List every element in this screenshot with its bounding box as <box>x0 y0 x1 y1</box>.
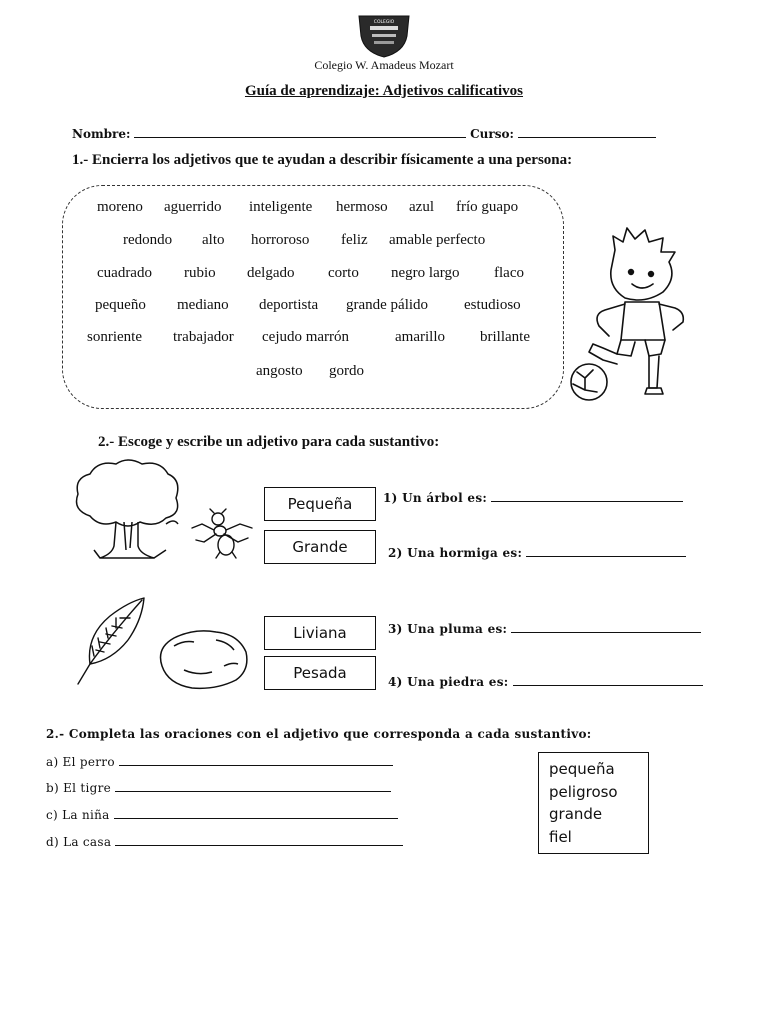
adjective-option-box[interactable]: Pesada <box>264 656 376 690</box>
word-item[interactable]: sonriente <box>87 329 142 345</box>
sentence-label: b) El tigre <box>46 781 112 795</box>
sentence-row <box>46 779 391 797</box>
adjective-option-box[interactable]: Liviana <box>264 616 376 650</box>
word-item[interactable]: inteligente <box>249 199 313 215</box>
word-item[interactable]: deportista <box>259 297 319 313</box>
option-item: fiel <box>549 827 572 846</box>
question-label: 1) Un árbol es: <box>383 491 488 505</box>
word-item[interactable]: flaco <box>494 265 524 281</box>
logo-text: COLEGIO <box>373 20 395 25</box>
word-item[interactable]: grande pálido <box>346 297 429 313</box>
word-item[interactable]: azul <box>409 199 434 215</box>
word-item[interactable]: corto <box>328 265 359 281</box>
sentence-row <box>46 833 403 851</box>
word-item[interactable]: alto <box>202 232 225 248</box>
word-item[interactable]: trabajador <box>173 329 234 345</box>
section3-heading: 2.- Completa las oraciones con el adjetivo que corresponda a cada sustantivo: <box>46 727 592 741</box>
word-item[interactable]: moreno <box>97 199 143 215</box>
option-item: pequeña <box>549 760 615 778</box>
section1-heading: 1.- Encierra los adjetivos que te ayudan a describir físicamente a una persona: <box>72 152 573 168</box>
school-logo <box>356 12 412 58</box>
question-row <box>383 489 683 507</box>
question-row <box>388 673 703 691</box>
sentence-row <box>46 753 393 771</box>
word-item[interactable]: horroroso <box>251 232 310 248</box>
sentence-answer-line[interactable] <box>115 833 403 846</box>
sentence-answer-line[interactable] <box>115 779 391 792</box>
boy-soccer-illustration <box>565 222 705 408</box>
adjective-option-box[interactable]: Pequeña <box>264 487 376 521</box>
sentence-answer-line[interactable] <box>114 806 398 819</box>
ant-illustration <box>188 508 258 560</box>
question-label: 3) Una pluma es: <box>388 622 508 636</box>
sentence-label: c) La niña <box>46 808 110 822</box>
question-row <box>388 544 686 562</box>
answer-line[interactable] <box>511 620 701 633</box>
word-item[interactable]: pequeño <box>95 297 146 313</box>
name-label: Nombre: <box>72 127 131 141</box>
question-row <box>388 620 701 638</box>
sentence-answer-line[interactable] <box>119 753 393 766</box>
word-item[interactable]: aguerrido <box>164 199 222 215</box>
word-item[interactable]: amarillo <box>395 329 445 345</box>
answer-line[interactable] <box>526 544 686 557</box>
question-label: 4) Una piedra es: <box>388 675 509 689</box>
name-field[interactable] <box>134 125 466 138</box>
sentence-label: a) El perro <box>46 755 115 769</box>
word-item[interactable]: rubio <box>184 265 216 281</box>
sentence-label: d) La casa <box>46 835 112 849</box>
word-item[interactable]: mediano <box>177 297 229 313</box>
school-name: Colegio W. Amadeus Mozart <box>314 58 454 72</box>
answer-line[interactable] <box>513 673 703 686</box>
word-item[interactable]: amable perfecto <box>389 232 486 248</box>
word-item[interactable]: negro largo <box>391 265 460 281</box>
word-item[interactable]: angosto <box>256 363 303 379</box>
course-field[interactable] <box>518 125 656 138</box>
word-item[interactable]: redondo <box>123 232 173 248</box>
tree-illustration <box>70 458 186 566</box>
word-item[interactable]: brillante <box>480 329 530 345</box>
options-box <box>538 752 649 854</box>
word-item[interactable]: hermoso <box>336 199 388 215</box>
word-item[interactable]: frío guapo <box>456 199 519 215</box>
course-label: Curso: <box>470 127 514 141</box>
section2-heading: 2.- Escoge y escribe un adjetivo para cada sustantivo: <box>98 434 440 450</box>
page-title: Guía de aprendizaje: Adjetivos calificativos <box>244 83 524 99</box>
student-info <box>72 125 656 141</box>
option-item: grande <box>549 805 603 823</box>
word-item[interactable]: feliz <box>341 232 368 248</box>
word-item[interactable]: cuadrado <box>97 265 152 281</box>
word-item[interactable]: estudioso <box>464 297 521 313</box>
feather-illustration <box>70 596 150 688</box>
word-item[interactable]: delgado <box>247 265 295 281</box>
word-item[interactable]: cejudo marrón <box>262 329 350 345</box>
adjective-option-box[interactable]: Grande <box>264 530 376 564</box>
answer-line[interactable] <box>491 489 683 502</box>
sentence-row <box>46 806 398 824</box>
question-label: 2) Una hormiga es: <box>388 546 523 560</box>
option-item: peligroso <box>549 782 618 801</box>
word-item[interactable]: gordo <box>329 363 364 379</box>
stone-illustration <box>154 626 252 692</box>
